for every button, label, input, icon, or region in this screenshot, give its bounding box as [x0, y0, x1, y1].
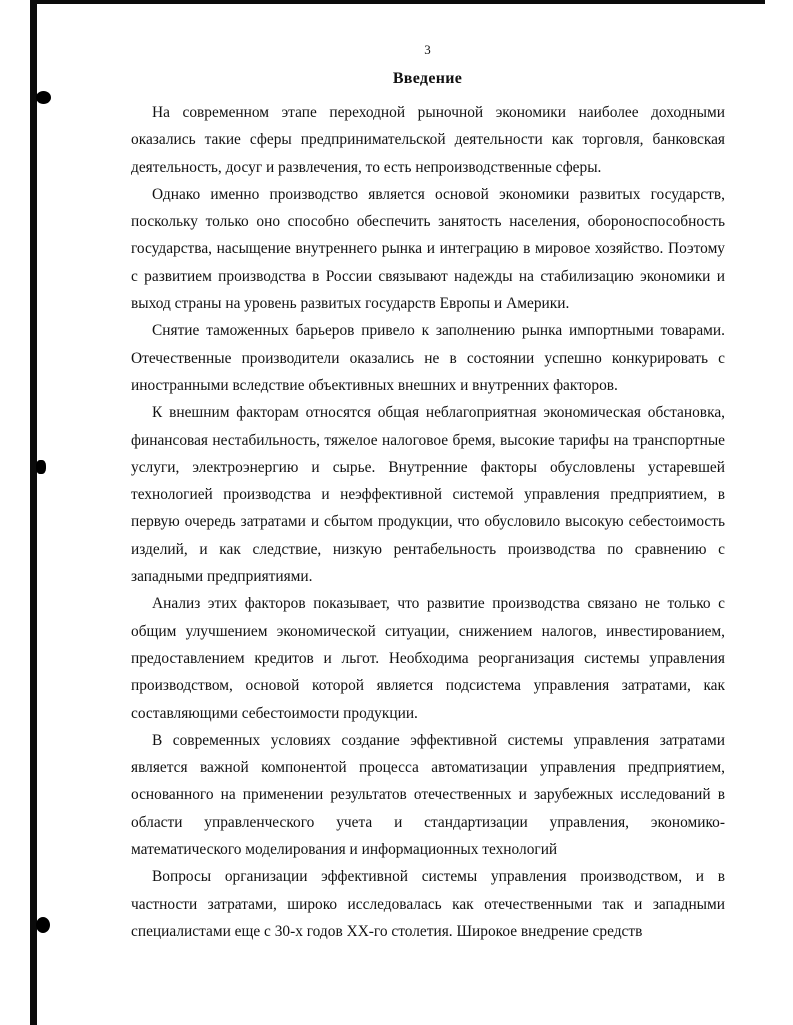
binder-hole-bottom	[36, 917, 50, 933]
paragraph: Анализ этих факторов показывает, что развитие производства связано не только с общим улучшением экономической ситуации, снижением налогов, инвестированием, предоставлением кредитов и льгот. Необходима реорганизация системы управления производством, основой которой является подсистема управления затратами, как составляющими себестоимости продукции.	[131, 595, 725, 722]
paragraph: К внешним факторам относятся общая неблагоприятная экономическая обстановка, финансовая нестабильность, тяжелое налоговое бремя, высокие тарифы на транспортные услуги, электроэнергию и сырье. Внутренние факторы обусловлены устаревшей технологией производства и неэффективной системой управления предприятием, в первую очередь затратами и сбытом продукции, что обусловило высокую себестоимость изделий, и как следствие, низкую рентабельность производства по сравнению с западными предприятиями.	[131, 404, 725, 586]
document-body	[131, 99, 725, 945]
binder-hole-middle	[36, 460, 46, 474]
paragraph: На современном этапе переходной рыночной экономики наиболее доходными оказались такие сферы предпринимательской деятельности как торговля, банковская деятельность, досуг и развлечения, то есть непроизводственные сферы.	[131, 104, 725, 176]
page-number: 3	[424, 42, 431, 57]
scan-border-right	[758, 0, 761, 4]
page-title: Введение	[392, 70, 463, 87]
paragraph: В современных условиях создание эффективной системы управления затратами является важной компонентой процесса автоматизации управления предприятием, основанного на применении результатов отечественных и зарубежных исследований в области управленческого учета и стандартизации управления, экономико-математического моделирования и информационных технологий	[131, 731, 725, 859]
binder-hole-top	[36, 91, 51, 104]
scan-border-top	[30, 0, 765, 4]
paragraph: Снятие таможенных барьеров привело к заполнению рынка импортными товарами. Отечественные производители оказались не в состоянии успешно конкурировать с иностранными вследствие объективных внешних и внутренних факторов.	[131, 322, 725, 394]
scan-border-left	[30, 0, 37, 1025]
paragraph: Вопросы организации эффективной системы управления производством, и в частности затратами, широко исследовалась как отечественными так и западными специалистами еще с 30-х годов XX-го столетия. Широкое внедрение средств	[131, 868, 725, 940]
paragraph: Однако именно производство является основой экономики развитых государств, поскольку только оно способно обеспечить занятость населения, обороноспособность государства, насыщение внутреннего рынка и интеграцию в мировое хозяйство. Поэтому с развитием производства в России связывают надежды на стабилизацию экономики и выход страны на уровень развитых государств Европы и Америки.	[131, 185, 725, 313]
